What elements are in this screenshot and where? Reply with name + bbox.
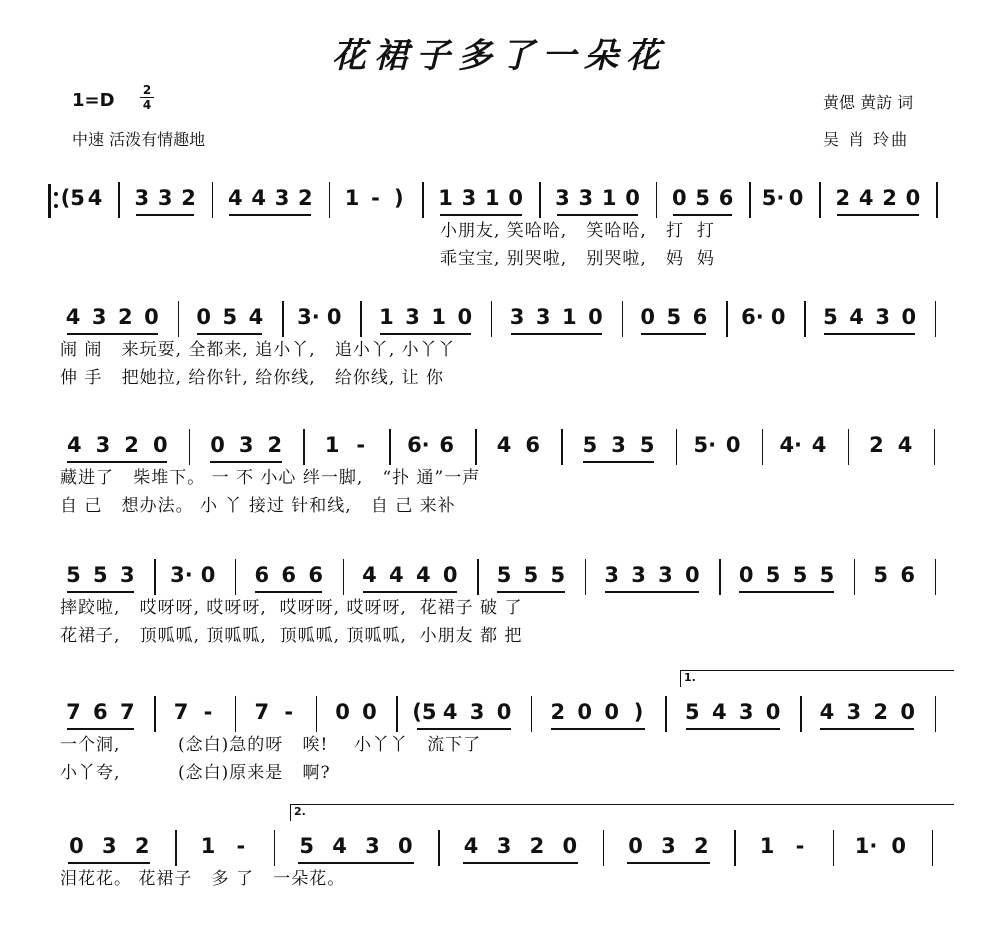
note: 0	[625, 186, 640, 210]
barline	[175, 830, 177, 866]
barline	[154, 559, 156, 595]
note: 2	[134, 834, 150, 858]
note: 4·	[779, 433, 803, 457]
tempo-marking: 中速 活泼有情趣地	[72, 130, 206, 149]
note: 5	[523, 563, 539, 587]
barline	[360, 301, 362, 337]
note: 3	[91, 305, 107, 329]
note: 6	[308, 563, 323, 587]
repeat-dot	[54, 204, 58, 208]
barline	[329, 182, 331, 218]
note: 5	[695, 186, 710, 210]
barline	[800, 696, 802, 732]
barline	[212, 182, 214, 218]
beam	[739, 591, 833, 593]
note: (5	[60, 186, 85, 210]
note: 0	[901, 305, 917, 329]
barline	[235, 559, 237, 595]
note: 4	[811, 433, 827, 457]
note: 4	[415, 563, 431, 587]
barline	[282, 301, 284, 337]
note: 3	[509, 305, 525, 329]
note: 0	[457, 305, 473, 329]
note: 6	[254, 563, 270, 587]
note: -	[284, 700, 294, 724]
note: 6	[281, 563, 297, 587]
lyric-verse-2: 花裙子, 顶呱呱, 顶呱呱, 顶呱呱, 顶呱呱, 小朋友 都 把	[60, 626, 523, 646]
time-signature-top: 2	[142, 83, 152, 97]
note: 3·	[170, 563, 193, 587]
note: 0	[685, 563, 700, 587]
note: 5	[685, 700, 700, 724]
note: 5	[819, 563, 835, 587]
note: 3	[535, 305, 551, 329]
note: 7	[66, 700, 81, 724]
note: 3	[134, 186, 150, 210]
note: 3	[661, 834, 676, 858]
note: 4	[65, 305, 81, 329]
lyric-verse-1: 小朋友, 笑哈哈, 笑哈哈, 打 打	[440, 221, 715, 241]
note: 1·	[854, 834, 878, 858]
note: 3	[274, 186, 290, 210]
note: 0	[900, 700, 915, 724]
note: 0	[144, 305, 159, 329]
note: 0	[196, 305, 211, 329]
note: 3	[461, 186, 477, 210]
song-title: 花裙子多了一朵花	[332, 36, 668, 76]
note: -	[236, 834, 246, 858]
barline	[936, 182, 938, 218]
lyric-verse-1: 摔跤啦, 哎呀呀, 哎呀呀, 哎呀呀, 哎呀呀, 花裙子 破 了	[60, 598, 523, 618]
score-line-6	[0, 805, 1000, 946]
barline	[235, 696, 237, 732]
note: 3	[658, 563, 673, 587]
note: 0	[588, 305, 603, 329]
beam	[686, 728, 780, 730]
barline	[762, 429, 764, 465]
barline	[935, 559, 937, 595]
lyric-verse-2: 小丫夸, (念白)原来是 啊?	[60, 763, 331, 783]
beam	[463, 862, 578, 864]
barline	[676, 429, 678, 465]
barline	[539, 182, 541, 218]
note: 0	[577, 700, 593, 724]
note: 2	[873, 700, 889, 724]
note: 0	[335, 700, 350, 724]
barline	[477, 559, 479, 595]
key-signature: 1=D	[72, 90, 115, 111]
note: 6	[439, 433, 455, 457]
lyric-verse-2: 自 己 想办法。 小 丫 接过 针和线, 自 己 来补	[60, 496, 456, 516]
note: 2	[550, 700, 566, 724]
note: 0	[765, 700, 781, 724]
repeat-start-barline	[48, 184, 51, 218]
note: -	[356, 433, 366, 457]
note: 3	[102, 834, 117, 858]
note: 4	[248, 305, 264, 329]
beam	[837, 214, 919, 216]
note: 5	[222, 305, 238, 329]
note: 0	[69, 834, 84, 858]
barline	[178, 301, 180, 337]
barline	[531, 696, 533, 732]
barline	[316, 696, 318, 732]
note: 4	[332, 834, 347, 858]
barline	[935, 696, 937, 732]
time-signature-bottom: 4	[142, 98, 152, 112]
beam	[641, 333, 706, 335]
note: 4	[496, 433, 512, 457]
note: 0	[640, 305, 655, 329]
note: 4	[67, 433, 82, 457]
barline	[438, 830, 440, 866]
lyric-verse-2: 乖宝宝, 别哭啦, 别哭啦, 妈 妈	[440, 249, 715, 269]
note: 0	[788, 186, 804, 210]
note: 6	[93, 700, 108, 724]
note: 0	[362, 700, 377, 724]
score-line-3	[0, 425, 1000, 545]
note: 1	[485, 186, 500, 210]
note: 2	[124, 433, 139, 457]
note: 1	[759, 834, 775, 858]
beam	[605, 591, 699, 593]
note: 5	[873, 563, 889, 587]
note: 5	[496, 563, 512, 587]
note: 3	[738, 700, 754, 724]
repeat-end-barline	[274, 830, 276, 866]
score-line-4	[0, 555, 1000, 675]
score-line-5	[0, 671, 1000, 812]
note: 6·	[741, 305, 764, 329]
note: 0	[905, 186, 921, 210]
note: 0	[398, 834, 413, 858]
note: 1	[601, 186, 617, 210]
note: -	[371, 186, 380, 210]
score-line-1	[0, 178, 1000, 298]
barline	[343, 559, 345, 595]
note: 0	[508, 186, 523, 210]
note: 3	[611, 433, 626, 457]
note: 3	[604, 563, 619, 587]
note: 3	[469, 700, 485, 724]
note: 4	[897, 433, 913, 457]
note: 4	[711, 700, 727, 724]
lyric-verse-2: 伸 手 把她拉, 给你针, 给你线, 给你线, 让 你	[60, 368, 445, 388]
note: 3	[365, 834, 380, 858]
beam	[824, 333, 915, 335]
note: 2	[882, 186, 897, 210]
barline	[585, 559, 587, 595]
note: -	[795, 834, 805, 858]
note: 5	[93, 563, 108, 587]
note: 5·	[761, 186, 785, 210]
note: 6·	[407, 433, 430, 457]
note: 5	[582, 433, 598, 457]
repeat-dot	[54, 192, 58, 196]
note: -	[203, 700, 213, 724]
composer-credit: 吴 肖 玲曲	[823, 130, 910, 149]
note: 6	[692, 305, 708, 329]
note: 5	[765, 563, 781, 587]
barline	[389, 429, 391, 465]
note: 2	[181, 186, 196, 210]
note: 4	[442, 700, 458, 724]
note: 4	[819, 700, 835, 724]
barline	[665, 696, 667, 732]
note: 5	[639, 433, 655, 457]
note: 1	[379, 305, 394, 329]
barline	[734, 830, 736, 866]
note: 2	[869, 433, 884, 457]
note: 0	[671, 186, 687, 210]
note: 2	[298, 186, 313, 210]
note: 0	[891, 834, 906, 858]
beam	[627, 862, 709, 864]
note: 3	[578, 186, 594, 210]
note: 2	[694, 834, 709, 858]
note: 5	[550, 563, 566, 587]
note: 3	[496, 834, 512, 858]
lyric-verse-1: 藏进了 柴堆下。 一 不 小心 绊一脚, “扑 通”一声	[60, 468, 481, 488]
note: (5	[412, 700, 437, 724]
barline	[833, 830, 835, 866]
barline	[475, 429, 477, 465]
note: 3	[631, 563, 646, 587]
barline	[848, 429, 850, 465]
note: 5·	[693, 433, 717, 457]
note: 2	[835, 186, 851, 210]
note: 2	[529, 834, 545, 858]
note: 0	[562, 834, 578, 858]
note: 0	[725, 433, 741, 457]
note: 6	[900, 563, 915, 587]
lyricist-credit: 黄偲 黄訪 词	[823, 93, 914, 112]
barline	[189, 429, 191, 465]
barline	[719, 559, 721, 595]
note: 0	[210, 433, 225, 457]
note: 3	[119, 563, 135, 587]
note: 3	[405, 305, 420, 329]
note: 1	[561, 305, 577, 329]
note: 7	[119, 700, 135, 724]
beam	[820, 728, 914, 730]
note: 1	[438, 186, 453, 210]
note: 1	[344, 186, 360, 210]
note: 0	[770, 305, 786, 329]
note: 0	[326, 305, 342, 329]
beam	[229, 214, 311, 216]
note: 0	[738, 563, 754, 587]
note: 4	[858, 186, 874, 210]
volta-bracket: 1.	[680, 670, 954, 687]
barline	[819, 182, 821, 218]
note: 6	[718, 186, 734, 210]
barline	[932, 830, 934, 866]
barline	[934, 429, 936, 465]
note: 5	[823, 305, 838, 329]
note: 0	[628, 834, 643, 858]
barline	[118, 182, 120, 218]
note: 0	[200, 563, 216, 587]
note: 3	[95, 433, 111, 457]
note: 0	[442, 563, 458, 587]
note: 3	[157, 186, 173, 210]
note: 3	[875, 305, 891, 329]
barline	[935, 301, 937, 337]
barline	[804, 301, 806, 337]
barline	[749, 182, 751, 218]
note: 0	[496, 700, 512, 724]
note: 2	[117, 305, 133, 329]
note: 4	[227, 186, 243, 210]
score-line-2	[0, 297, 1000, 417]
note: 4	[849, 305, 864, 329]
note: 5	[299, 834, 314, 858]
barline	[303, 429, 305, 465]
note: 4	[251, 186, 266, 210]
note: 3	[846, 700, 862, 724]
barline	[154, 696, 156, 732]
volta-bracket: 2.	[290, 804, 954, 821]
note: )	[394, 186, 404, 210]
lyric-verse-1: 一个洞, (念白)急的呀 唉! 小丫丫 流下了	[60, 735, 482, 755]
note: 4	[362, 563, 377, 587]
lyric-verse-1: 闹 闹 来玩耍, 全都来, 追小丫, 追小丫, 小丫丫	[60, 340, 456, 360]
note: 5	[666, 305, 682, 329]
note: 3·	[297, 305, 320, 329]
note: 0	[604, 700, 619, 724]
barline	[396, 696, 398, 732]
note: 0	[152, 433, 168, 457]
barline	[726, 301, 728, 337]
barline	[656, 182, 658, 218]
note: 5	[66, 563, 81, 587]
note: 1	[431, 305, 447, 329]
beam	[136, 214, 194, 216]
note: 1	[324, 433, 340, 457]
barline	[603, 830, 605, 866]
note: )	[633, 700, 644, 724]
beam	[583, 461, 655, 463]
beam	[551, 728, 645, 730]
beam	[511, 333, 602, 335]
note: 2	[267, 433, 283, 457]
note: 7	[173, 700, 189, 724]
note: 6	[525, 433, 540, 457]
barline	[622, 301, 624, 337]
note: 4	[389, 563, 404, 587]
note: 4	[87, 186, 103, 210]
barline	[422, 182, 424, 218]
barline	[561, 429, 563, 465]
note: 1	[200, 834, 216, 858]
note: 3	[238, 433, 254, 457]
note: 7	[254, 700, 270, 724]
barline	[854, 559, 856, 595]
note: 4	[463, 834, 479, 858]
note: 5	[792, 563, 808, 587]
barline	[491, 301, 493, 337]
time-signature	[140, 84, 154, 111]
lyric-verse-1: 泪花花。 花裙子 多 了 一朵花。	[60, 869, 346, 889]
note: 3	[555, 186, 570, 210]
